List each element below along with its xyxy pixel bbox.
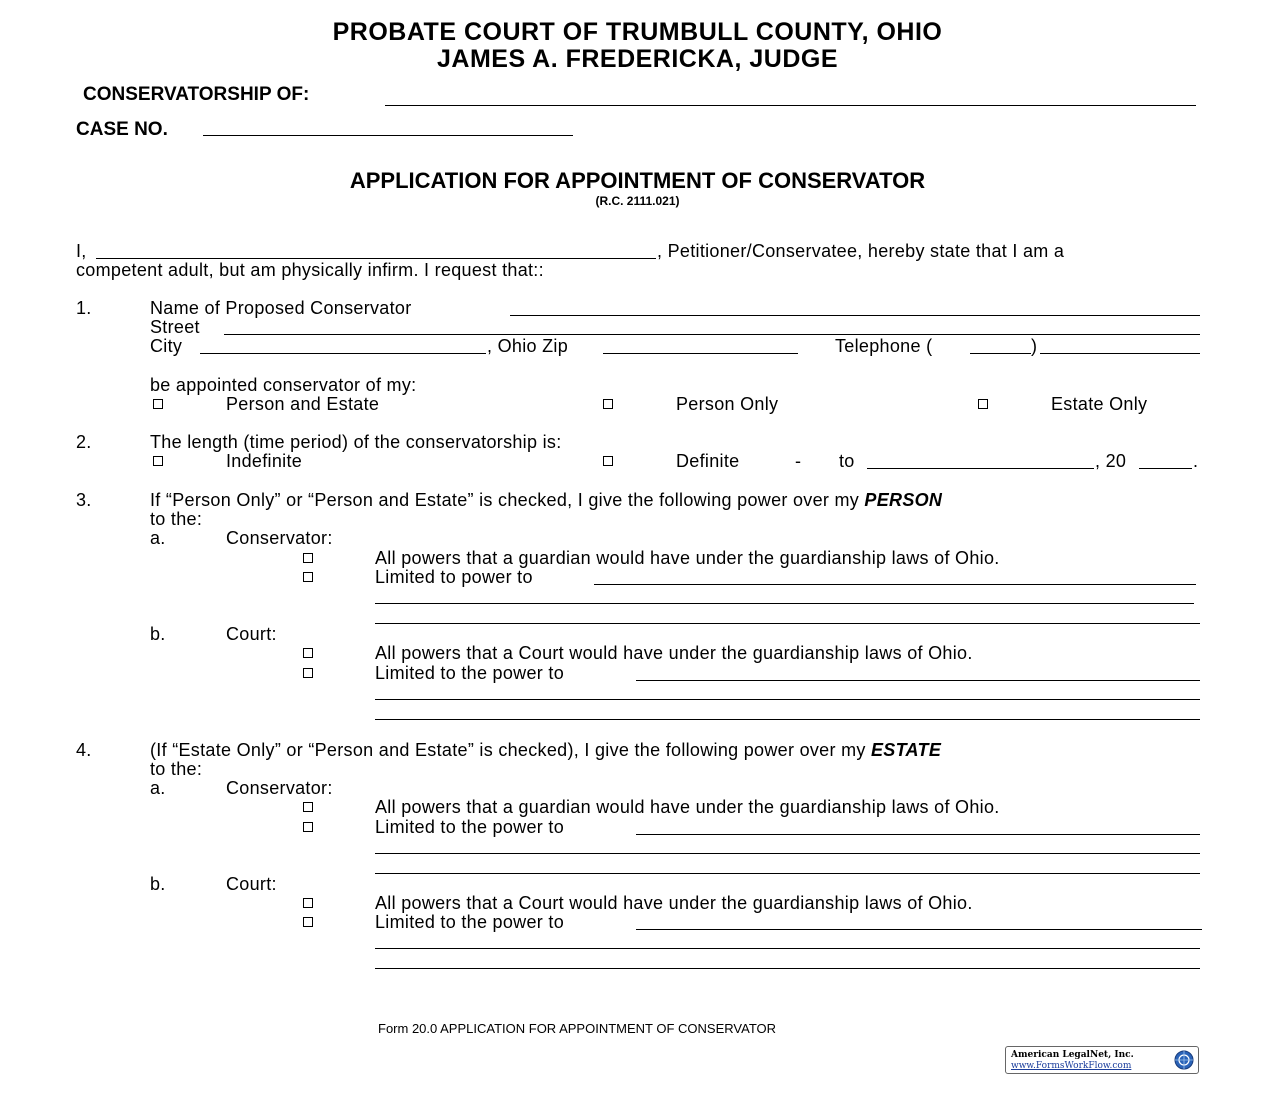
item4a-limited-field-2[interactable] [375,853,1200,854]
item3a-limited-checkbox[interactable] [303,572,313,582]
year-field[interactable] [1139,468,1192,469]
item3b-limited-label: Limited to the power to [375,663,565,683]
item3a-all-powers-label: All powers that a guardian would have under the guardianship laws of Ohio. [375,548,1000,568]
estate-only-checkbox[interactable] [978,399,988,409]
street-label: Street [150,317,200,337]
item3b-all-powers-checkbox[interactable] [303,648,313,658]
item4-number: 4. [76,740,92,760]
person-only-label: Person Only [676,394,779,414]
item4a-limited-field[interactable] [636,834,1200,835]
item4-conservator-label: Conservator: [226,778,333,798]
item4-court-label: Court: [226,874,277,894]
item4b-limited-label: Limited to the power to [375,912,565,932]
city-label: City [150,336,183,356]
item4-a-letter: a. [150,778,166,798]
indefinite-label: Indefinite [226,451,303,471]
definite-checkbox[interactable] [603,456,613,466]
logo-url[interactable]: www.FormsWorkFlow.com [1011,1061,1132,1071]
intro-suffix: , Petitioner/Conservatee, hereby state that I am a [657,241,1065,261]
end-date-field[interactable] [867,468,1094,469]
item3b-limited-field[interactable] [636,680,1200,681]
person-and-estate-checkbox[interactable] [153,399,163,409]
zip-label: , Ohio Zip [487,336,569,356]
logo-company-name: American LegalNet, Inc. [1011,1050,1134,1060]
item3b-limited-checkbox[interactable] [303,668,313,678]
item3a-limited-field-3[interactable] [375,623,1200,624]
item3-court-label: Court: [226,624,277,644]
item3-a-letter: a. [150,528,166,548]
item4a-all-powers-checkbox[interactable] [303,802,313,812]
item1-number: 1. [76,298,92,318]
definite-label: Definite [676,451,740,471]
proposed-conservator-label: Name of Proposed Conservator [150,298,412,318]
person-only-checkbox[interactable] [603,399,613,409]
item3-intro: If “Person Only” or “Person and Estate” is checked, I give the following power over my PERSON [150,490,943,510]
person-emphasis: PERSON [864,490,943,510]
person-and-estate-label: Person and Estate [226,394,380,414]
case-number-field[interactable] [203,135,573,136]
intro-line2: competent adult, but am physically infirm. I request that:: [76,260,544,280]
item4b-limited-checkbox[interactable] [303,917,313,927]
item4b-limited-field-2[interactable] [375,948,1200,949]
item4a-limited-field-3[interactable] [375,873,1200,874]
american-legalnet-logo[interactable] [1005,1046,1199,1074]
form-title: APPLICATION FOR APPOINTMENT OF CONSERVATOR [349,168,926,193]
statute-reference: (R.C. 2111.021) [595,194,680,208]
petitioner-name-field[interactable] [96,258,656,259]
item3b-limited-field-3[interactable] [375,719,1200,720]
telephone-close-paren: ) [1031,336,1038,356]
telephone-label: Telephone ( [835,336,933,356]
item4a-limited-label: Limited to the power to [375,817,565,837]
item2-number: 2. [76,432,92,452]
definite-to: to [839,451,855,471]
item3-number: 3. [76,490,92,510]
city-field[interactable] [200,353,486,354]
conservatorship-field[interactable] [385,105,1196,106]
case-number-label: CASE NO. [76,119,168,140]
court-name: PROBATE COURT OF TRUMBULL COUNTY, OHIO [332,18,943,46]
street-field[interactable] [224,334,1200,335]
conservatorship-label: CONSERVATORSHIP OF: [83,84,310,105]
item3-conservator-label: Conservator: [226,528,333,548]
zip-field[interactable] [603,353,798,354]
year-end-period: . [1193,451,1199,471]
item3a-all-powers-checkbox[interactable] [303,553,313,563]
intro-prefix: I, [76,241,87,261]
item3-b-letter: b. [150,624,166,644]
appointed-label: be appointed conservator of my: [150,375,417,395]
item4-to-the: to the: [150,759,203,779]
globe-icon [1173,1049,1195,1071]
area-code-field[interactable] [970,353,1031,354]
form-footer: Form 20.0 APPLICATION FOR APPOINTMENT OF CONSERVATOR [378,1021,777,1036]
item4-b-letter: b. [150,874,166,894]
item4-intro: (If “Estate Only” or “Person and Estate” is checked), I give the following power over my ESTATE [150,740,942,760]
item4b-limited-field-3[interactable] [375,968,1200,969]
item3-to-the: to the: [150,509,203,529]
proposed-conservator-field[interactable] [510,315,1200,316]
item4b-all-powers-label: All powers that a Court would have under the guardianship laws of Ohio. [375,893,973,913]
judge-name: JAMES A. FREDERICKA, JUDGE [436,45,838,73]
item3a-limited-label: Limited to power to [375,567,533,587]
telephone-field[interactable] [1040,353,1200,354]
estate-only-label: Estate Only [1051,394,1148,414]
estate-emphasis: ESTATE [870,740,942,760]
length-label: The length (time period) of the conservatorship is: [150,432,562,452]
item4b-limited-field[interactable] [636,929,1202,930]
item3a-limited-field[interactable] [594,584,1196,585]
definite-dash: - [795,451,802,471]
indefinite-checkbox[interactable] [153,456,163,466]
item3a-limited-field-2[interactable] [375,603,1194,604]
item3b-all-powers-label: All powers that a Court would have under the guardianship laws of Ohio. [375,643,973,663]
item4b-all-powers-checkbox[interactable] [303,898,313,908]
item4a-limited-checkbox[interactable] [303,822,313,832]
year-prefix: , 20 [1095,451,1127,471]
item4a-all-powers-label: All powers that a guardian would have under the guardianship laws of Ohio. [375,797,1000,817]
item3b-limited-field-2[interactable] [375,699,1200,700]
